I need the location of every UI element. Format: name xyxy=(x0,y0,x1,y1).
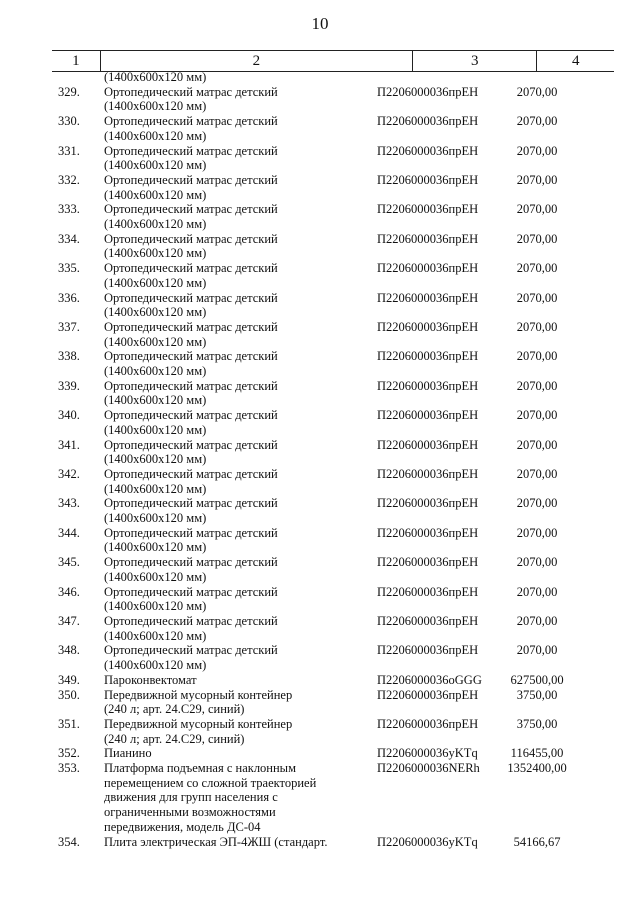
inventory-code: П2206000036пpЕН xyxy=(377,437,479,452)
item-description xyxy=(104,144,364,173)
column-header-4: 4 xyxy=(536,51,614,71)
inventory-code: П2206000036yKTq xyxy=(377,834,478,849)
row-number: 354. xyxy=(58,834,80,849)
table-row xyxy=(0,673,640,688)
row-number: 332. xyxy=(58,172,80,187)
row-number: 347. xyxy=(58,614,80,628)
row-number: 345. xyxy=(58,555,80,570)
description-line: (1400x600x120 мм) xyxy=(104,422,207,437)
column-header-3: 3 xyxy=(412,51,536,71)
row-number: 341. xyxy=(58,437,80,452)
inventory-code: П2206000036пpЕН xyxy=(377,466,479,481)
item-description xyxy=(104,320,364,349)
item-price: 2070,00 xyxy=(516,202,558,217)
description-line: Ортопедический матрас детский xyxy=(104,437,278,452)
item-description xyxy=(104,379,364,408)
item-price: 627500,00 xyxy=(510,672,564,687)
inventory-code: П2206000036пpЕН xyxy=(377,687,479,702)
table-row xyxy=(0,496,640,525)
item-price: 2070,00 xyxy=(516,349,558,364)
description-line: (1400x600x120 мм) xyxy=(104,158,207,173)
row-number: 348. xyxy=(58,643,80,658)
inventory-code: П2206000036пpЕН xyxy=(377,643,479,658)
row-number: 339. xyxy=(58,378,80,393)
item-price: 2070,00 xyxy=(516,114,558,129)
item-description xyxy=(104,467,364,496)
item-description xyxy=(104,673,364,688)
table-row xyxy=(0,526,640,555)
item-description xyxy=(104,746,364,761)
table-row xyxy=(0,643,640,672)
description-line: (240 л; арт. 24.С29, синий) xyxy=(104,702,245,717)
description-line: (1400x600x120 мм) xyxy=(104,540,207,555)
row-number: 352. xyxy=(58,746,80,761)
inventory-code: П2206000036NERh xyxy=(377,761,480,776)
table-row xyxy=(0,114,640,143)
table-row xyxy=(0,746,640,761)
inventory-code: П2206000036yKTq xyxy=(377,746,478,761)
description-line: Передвижной мусорный контейнер xyxy=(104,687,293,702)
inventory-code: П2206000036пpЕН xyxy=(377,114,479,129)
table-row xyxy=(0,688,640,717)
description-line: (1400x600x120 мм) xyxy=(104,628,207,643)
row-number: 344. xyxy=(58,525,80,540)
item-description xyxy=(104,688,364,717)
description-line: (1400x600x120 мм) xyxy=(104,393,207,408)
table-row xyxy=(0,761,640,835)
description-line: Пароконвектомат xyxy=(104,672,197,687)
description-line: Ортопедический матрас детский xyxy=(104,231,278,246)
item-price: 2070,00 xyxy=(516,437,558,452)
item-description xyxy=(104,85,364,114)
inventory-code: П2206000036пpЕН xyxy=(377,349,479,364)
description-line: (1400x600x120 мм) xyxy=(104,99,207,114)
item-description xyxy=(104,408,364,437)
table-header xyxy=(52,50,614,72)
description-line: Ортопедический матрас детский xyxy=(104,319,278,334)
item-price: 2070,00 xyxy=(516,496,558,511)
table-row xyxy=(0,202,640,231)
item-price: 2070,00 xyxy=(516,290,558,305)
item-description xyxy=(104,526,364,555)
description-line: Ортопедический матрас детский xyxy=(104,466,278,481)
item-price: 2070,00 xyxy=(516,378,558,393)
table-row xyxy=(0,835,640,850)
column-header-1: 1 xyxy=(72,53,80,69)
description-line: (1400x600x120 мм) xyxy=(104,246,207,261)
description-line: Ортопедический матрас детский xyxy=(104,290,278,305)
column-header-2: 2 xyxy=(100,51,412,71)
row-number: 329. xyxy=(58,84,80,99)
item-price: 2070,00 xyxy=(516,555,558,570)
inventory-code: П2206000036пpЕН xyxy=(377,319,479,334)
item-description xyxy=(104,438,364,467)
table-row xyxy=(0,291,640,320)
item-price: 2070,00 xyxy=(516,525,558,540)
row-number: 336. xyxy=(58,290,80,305)
item-description xyxy=(104,496,364,525)
inventory-code: П2206000036пpЕН xyxy=(377,555,479,570)
description-line: (1400x600x120 мм) xyxy=(104,334,207,349)
item-price: 2070,00 xyxy=(516,584,558,599)
row-number: 340. xyxy=(58,408,80,423)
item-description xyxy=(104,643,364,672)
row-number: 333. xyxy=(58,202,80,217)
description-line: ограниченными возможностями xyxy=(104,805,276,820)
item-price: 2070,00 xyxy=(516,614,558,628)
inventory-code: П2206000036пpЕН xyxy=(377,614,479,628)
description-line: Ортопедический матрас детский xyxy=(104,172,278,187)
description-line: Пианино xyxy=(104,746,152,761)
table-body xyxy=(0,70,640,849)
inventory-code: П2206000036пpЕН xyxy=(377,290,479,305)
description-line: (240 л; арт. 24.С29, синий) xyxy=(104,731,245,746)
description-line: Ортопедический матрас детский xyxy=(104,555,278,570)
inventory-code: П2206000036пpЕН xyxy=(377,584,479,599)
inventory-code: П2206000036пpЕН xyxy=(377,202,479,217)
inventory-code: П2206000036пpЕН xyxy=(377,84,479,99)
inventory-code: П2206000036пpЕН xyxy=(377,261,479,276)
item-price: 2070,00 xyxy=(516,143,558,158)
description-line: (1400x600x120 мм) xyxy=(104,128,207,143)
description-line: Ортопедический матрас детский xyxy=(104,378,278,393)
description-line: Плита электрическая ЭП-4ЖШ (стандарт. xyxy=(104,834,328,849)
description-line: движения для групп населения с xyxy=(104,790,278,805)
item-price: 2070,00 xyxy=(516,319,558,334)
table-row xyxy=(0,173,640,202)
description-line: передвижения, модель ДС-04 xyxy=(104,819,261,834)
row-number: 342. xyxy=(58,466,80,481)
table-row xyxy=(0,467,640,496)
row-number: 338. xyxy=(58,349,80,364)
inventory-code: П2206000036пpЕН xyxy=(377,496,479,511)
continuation-line: (1400x600x120 мм) xyxy=(104,70,207,84)
table-row xyxy=(0,320,640,349)
table-row xyxy=(0,232,640,261)
inventory-code: П2206000036пpЕН xyxy=(377,716,479,731)
item-description xyxy=(104,173,364,202)
item-price: 2070,00 xyxy=(516,231,558,246)
table-row xyxy=(0,408,640,437)
item-description xyxy=(104,835,364,850)
item-description xyxy=(104,261,364,290)
table-row xyxy=(0,144,640,173)
description-line: (1400x600x120 мм) xyxy=(104,569,207,584)
table-row xyxy=(0,85,640,114)
table-row xyxy=(0,379,640,408)
item-description xyxy=(104,585,364,614)
description-line: Ортопедический матрас детский xyxy=(104,614,278,628)
description-line: Платформа подъемная с наклонным xyxy=(104,761,296,776)
inventory-code: П2206000036пpЕН xyxy=(377,408,479,423)
description-line: Ортопедический матрас детский xyxy=(104,496,278,511)
table-row xyxy=(0,438,640,467)
table-row xyxy=(0,555,640,584)
row-number: 337. xyxy=(58,319,80,334)
item-description xyxy=(104,717,364,746)
page-number: 10 xyxy=(311,14,329,33)
description-line: (1400x600x120 мм) xyxy=(104,658,207,673)
description-line: (1400x600x120 мм) xyxy=(104,187,207,202)
description-line: (1400x600x120 мм) xyxy=(104,599,207,614)
item-price: 2070,00 xyxy=(516,84,558,99)
description-line: Ортопедический матрас детский xyxy=(104,349,278,364)
item-price: 2070,00 xyxy=(516,261,558,276)
item-price: 54166,67 xyxy=(513,834,561,849)
inventory-code: П2206000036пpЕН xyxy=(377,143,479,158)
description-line: Ортопедический матрас детский xyxy=(104,643,278,658)
item-price: 2070,00 xyxy=(516,408,558,423)
description-line: Ортопедический матрас детский xyxy=(104,261,278,276)
inventory-code: П2206000036пpЕН xyxy=(377,525,479,540)
item-description xyxy=(104,349,364,378)
description-line: Ортопедический матрас детский xyxy=(104,525,278,540)
row-number: 346. xyxy=(58,584,80,599)
description-line: Ортопедический матрас детский xyxy=(104,114,278,129)
item-price: 1352400,00 xyxy=(507,761,567,776)
inventory-code: П2206000036пpЕН xyxy=(377,172,479,187)
description-line: (1400x600x120 мм) xyxy=(104,481,207,496)
item-description xyxy=(104,202,364,231)
table-row xyxy=(0,349,640,378)
table-row xyxy=(0,614,640,643)
description-line: (1400x600x120 мм) xyxy=(104,305,207,320)
table-row xyxy=(0,717,640,746)
row-number: 349. xyxy=(58,672,80,687)
inventory-code: П2206000036пpЕН xyxy=(377,378,479,393)
item-description xyxy=(104,291,364,320)
description-line: Ортопедический матрас детский xyxy=(104,84,278,99)
item-description xyxy=(104,114,364,143)
item-description xyxy=(104,614,364,643)
inventory-code: П2206000036пpЕН xyxy=(377,231,479,246)
item-price: 2070,00 xyxy=(516,643,558,658)
item-price: 3750,00 xyxy=(516,716,558,731)
description-line: перемещением со сложной траекторией xyxy=(104,775,317,790)
item-price: 2070,00 xyxy=(516,466,558,481)
row-number: 334. xyxy=(58,231,80,246)
item-description xyxy=(104,555,364,584)
table-row xyxy=(0,585,640,614)
item-price: 3750,00 xyxy=(516,687,558,702)
description-line: Ортопедический матрас детский xyxy=(104,584,278,599)
description-line: Передвижной мусорный контейнер xyxy=(104,716,293,731)
description-line: (1400x600x120 мм) xyxy=(104,511,207,526)
item-description xyxy=(104,761,364,835)
row-number: 353. xyxy=(58,761,80,776)
row-number: 350. xyxy=(58,687,80,702)
inventory-code: П2206000036oGGG xyxy=(377,672,482,687)
row-number: 351. xyxy=(58,716,80,731)
description-line: (1400x600x120 мм) xyxy=(104,364,207,379)
item-price: 2070,00 xyxy=(516,172,558,187)
row-number: 335. xyxy=(58,261,80,276)
description-line: (1400x600x120 мм) xyxy=(104,217,207,232)
row-number: 330. xyxy=(58,114,80,129)
description-line: Ортопедический матрас детский xyxy=(104,408,278,423)
item-description xyxy=(104,232,364,261)
item-price: 116455,00 xyxy=(510,746,564,761)
description-line: (1400x600x120 мм) xyxy=(104,452,207,467)
description-line: (1400x600x120 мм) xyxy=(104,275,207,290)
row-number: 343. xyxy=(58,496,80,511)
description-line: Ортопедический матрас детский xyxy=(104,202,278,217)
table-row xyxy=(0,261,640,290)
row-number: 331. xyxy=(58,143,80,158)
description-line: Ортопедический матрас детский xyxy=(104,143,278,158)
